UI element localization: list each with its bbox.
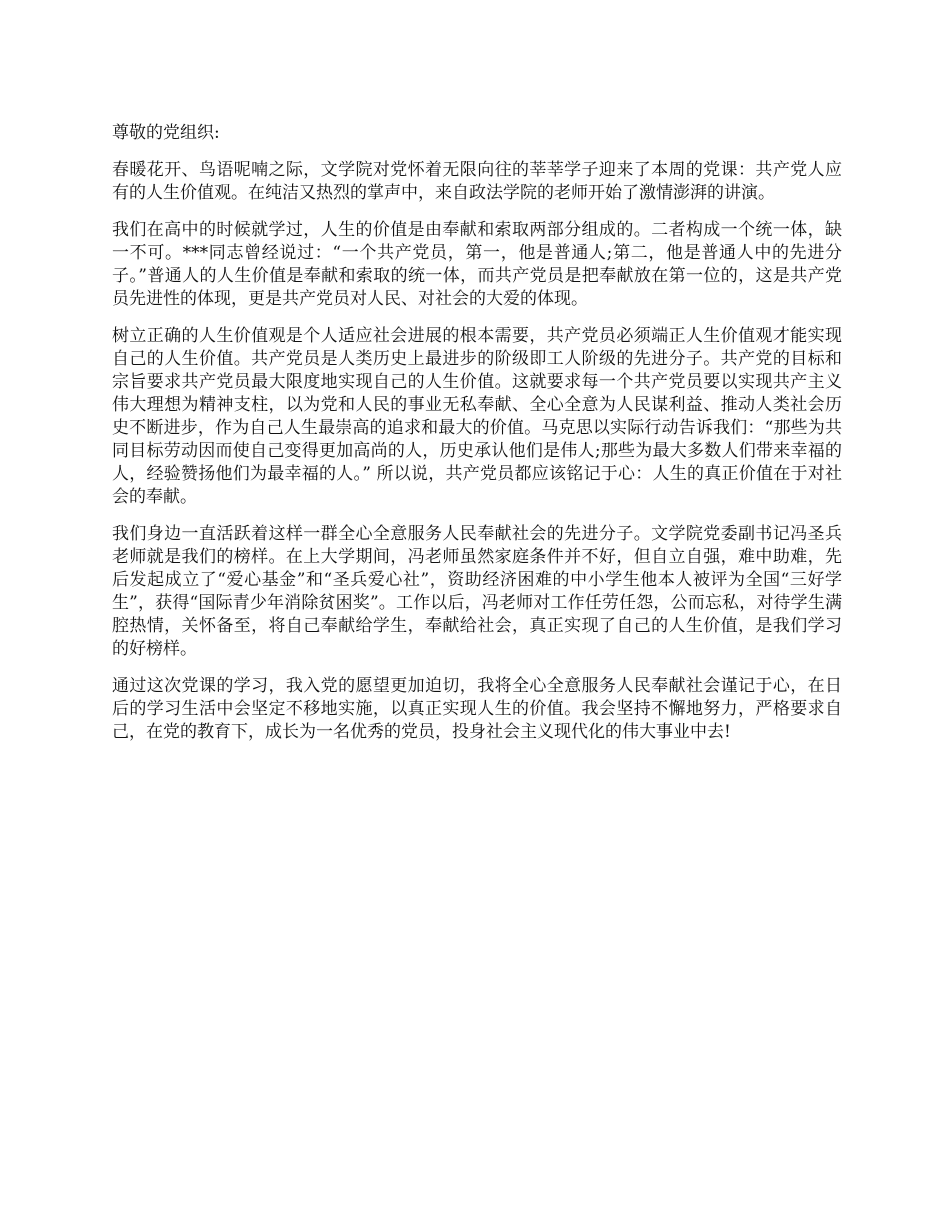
paragraph-intro: 春暖花开、鸟语呢喃之际，文学院对党怀着无限向往的莘莘学子迎来了本周的党课：共产党人应有的人生价值观。在纯洁又热烈的掌声中，来自政法学院的老师开始了激情澎湃的讲演。 — [112, 160, 842, 203]
document-body — [112, 122, 842, 758]
paragraph-correct-values: 树立正确的人生价值观是个人适应社会进展的根本需要，共产党员必须端正人生价值观才能实现自己的人生价值。共产党员是人类历史上最进步的阶级即工人阶级的先进分子。共产党的目标和宗旨要求共产党员最大限度地实现自己的人生价值。这就要求每一个共产党员要以实现共产主义伟大理想为精神支柱，以为党和人民的事业无私奉献、全心全意为人民谋利益、推动人类社会历史不断进步，作为自己人生最崇高的追求和最大的价值。马克思以实际行动告诉我们：“那些为共同目标劳动因而使自己变得更加高尚的人，历史承认他们是伟人;那些为最大多数人们带来幸福的人，经验赞扬他们为最幸福的人。” 所以说，共产党员都应该铭记于心：人生的真正价值在于对社会的奉献。 — [112, 326, 842, 507]
paragraph-role-model: 我们身边一直活跃着这样一群全心全意服务人民奉献社会的先进分子。文学院党委副书记冯圣兵老师就是我们的榜样。在上大学期间，冯老师虽然家庭条件并不好，但自立自强，难中助难，先后发起成立了“爱心基金”和“圣兵爱心社”，资助经济困难的中小学生他本人被评为全国“三好学生”，获得“国际青少年消除贫困奖”。工作以后，冯老师对工作任劳任怨，公而忘私，对待学生满腔热情，关怀备至，将自己奉献给学生，奉献给社会，真正实现了自己的人生价值，是我们学习的好榜样。 — [112, 524, 842, 659]
salutation: 尊敬的党组织: — [112, 123, 220, 143]
paragraph-value-composition: 我们在高中的时候就学过，人生的价值是由奉献和索取两部分组成的。二者构成一个统一体，缺一不可。***同志曾经说过：“一个共产党员，第一，他是普通人;第二，他是普通人中的先进分子。”普通人的人生价值是奉献和索取的统一体，而共产党员是把奉献放在第一位的，这是共产党员先进性的体现，更是共产党员对人民、对社会的大爱的体现。 — [112, 220, 842, 309]
paragraph-conclusion: 通过这次党课的学习，我入党的愿望更加迫切，我将全心全意服务人民奉献社会谨记于心，在日后的学习生活中会坚定不移地实施，以真正实现人生的价值。我会坚持不懈地努力，严格要求自己，在党的教育下，成长为一名优秀的党员，投身社会主义现代化的伟大事业中去! — [112, 676, 842, 742]
